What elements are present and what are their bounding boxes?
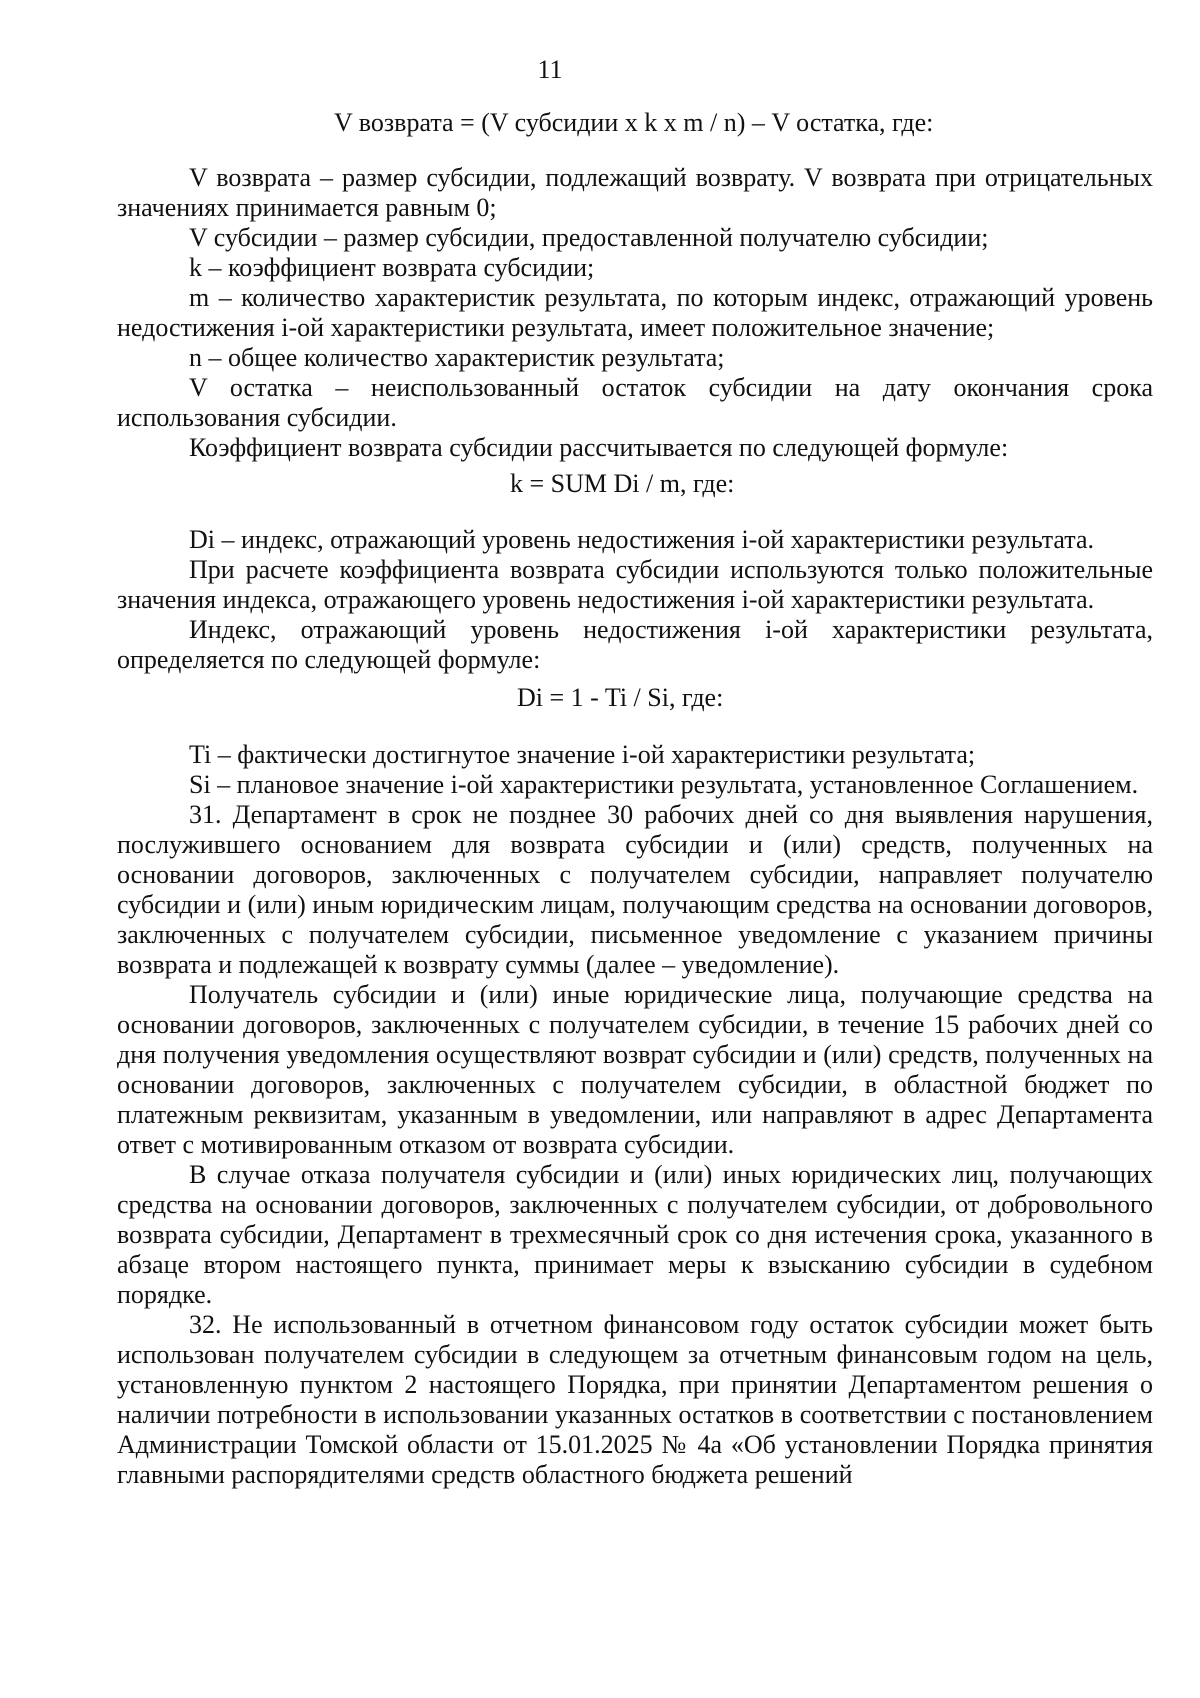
- paragraph-k: k – коэффициент возврата субсидии;: [189, 253, 595, 282]
- paragraph-di: Di – индекс, отражающий уровень недостижения i-ой характеристики результата.: [189, 525, 1095, 554]
- paragraph-m: m – количество характеристик результата, по которым индекс, отражающий уровень недостижения i-ой характеристики результата, имеет положительное значение;: [117, 283, 1153, 342]
- paragraph-ti: Ti – фактически достигнутое значение i-ой характеристики результата;: [189, 740, 976, 769]
- main-text-block: [117, 740, 1153, 1490]
- formula-refund-volume: V возврата = (V субсидии x k x m / n) – V остатка, где:: [334, 108, 934, 137]
- page-number: 11: [537, 55, 563, 84]
- paragraph-v-refund: V возврата – размер субсидии, подлежащий возврату. V возврата при отрицательных значениях принимается равным 0;: [117, 163, 1153, 222]
- formula-index: Di = 1 - Ti / Si, где:: [517, 683, 724, 712]
- formula-definitions-block: [117, 163, 1153, 463]
- paragraph-item-31: 31. Департамент в срок не позднее 30 рабочих дней со дня выявления нарушения, послужившего основанием для возврата субсидии и (или) средств, полученных на основании договоров, заключенных с получателем субсидии, направляет получателю субсидии и (или) иным юридическим лицам, получающим средства на основании договоров, заключенных с получателем субсидии, письменное уведомление с указанием причины возврата и подлежащей к возврату суммы (далее – уведомление).: [117, 800, 1153, 979]
- paragraph-item-32: 32. Не использованный в отчетном финансовом году остаток субсидии может быть использован получателем субсидии в следующем за отчетным финансовым годом на цель, установленную пунктом 2 настоящего Порядка, при принятии Департаментом решения о наличии потребности в использовании указанных остатков в соответствии с постановлением Администрации Томской области от 15.01.2025 № 4а «Об установлении Порядка принятия главными распорядителями средств областного бюджета решений: [117, 1310, 1153, 1489]
- paragraph-v-remainder: V остатка – неиспользованный остаток субсидии на дату окончания срока использования субсидии.: [117, 373, 1153, 432]
- paragraph-refusal: В случае отказа получателя субсидии и (или) иных юридических лиц, получающих средства на основании договоров, заключенных с получателем субсидии, от добровольного возврата субсидии, Департамент в трехмесячный срок со дня истечения срока, указанного в абзаце втором настоящего пункта, принимает меры к взысканию субсидии в судебном порядке.: [117, 1160, 1153, 1309]
- index-definitions-block: [117, 525, 1153, 675]
- paragraph-v-subsidy: V субсидии – размер субсидии, предоставленной получателю субсидии;: [189, 223, 989, 252]
- paragraph-si: Si – плановое значение i-ой характеристики результата, установленное Соглашением.: [189, 770, 1139, 799]
- paragraph-index-intro: Индекс, отражающий уровень недостижения i-ой характеристики результата, определяется по следующей формуле:: [117, 615, 1153, 674]
- paragraph-coefficient-intro: Коэффициент возврата субсидии рассчитывается по следующей формуле:: [189, 433, 1009, 462]
- paragraph-positive-values: При расчете коэффициента возврата субсидии используются только положительные значения индекса, отражающего уровень недостижения i-ой характеристики результата.: [117, 555, 1153, 614]
- formula-coefficient: k = SUM Di / m, где:: [510, 469, 735, 498]
- paragraph-recipient-refund: Получатель субсидии и (или) иные юридические лица, получающие средства на основании договоров, заключенных с получателем субсидии, в течение 15 рабочих дней со дня получения уведомления осуществляют возврат субсидии и (или) средств, полученных на основании договоров, заключенных с получателем субсидии, в областной бюджет по платежным реквизитам, указанным в уведомлении, или направляют в адрес Департамента ответ с мотивированным отказом от возврата субсидии.: [117, 980, 1153, 1159]
- paragraph-n: n – общее количество характеристик результата;: [189, 343, 725, 372]
